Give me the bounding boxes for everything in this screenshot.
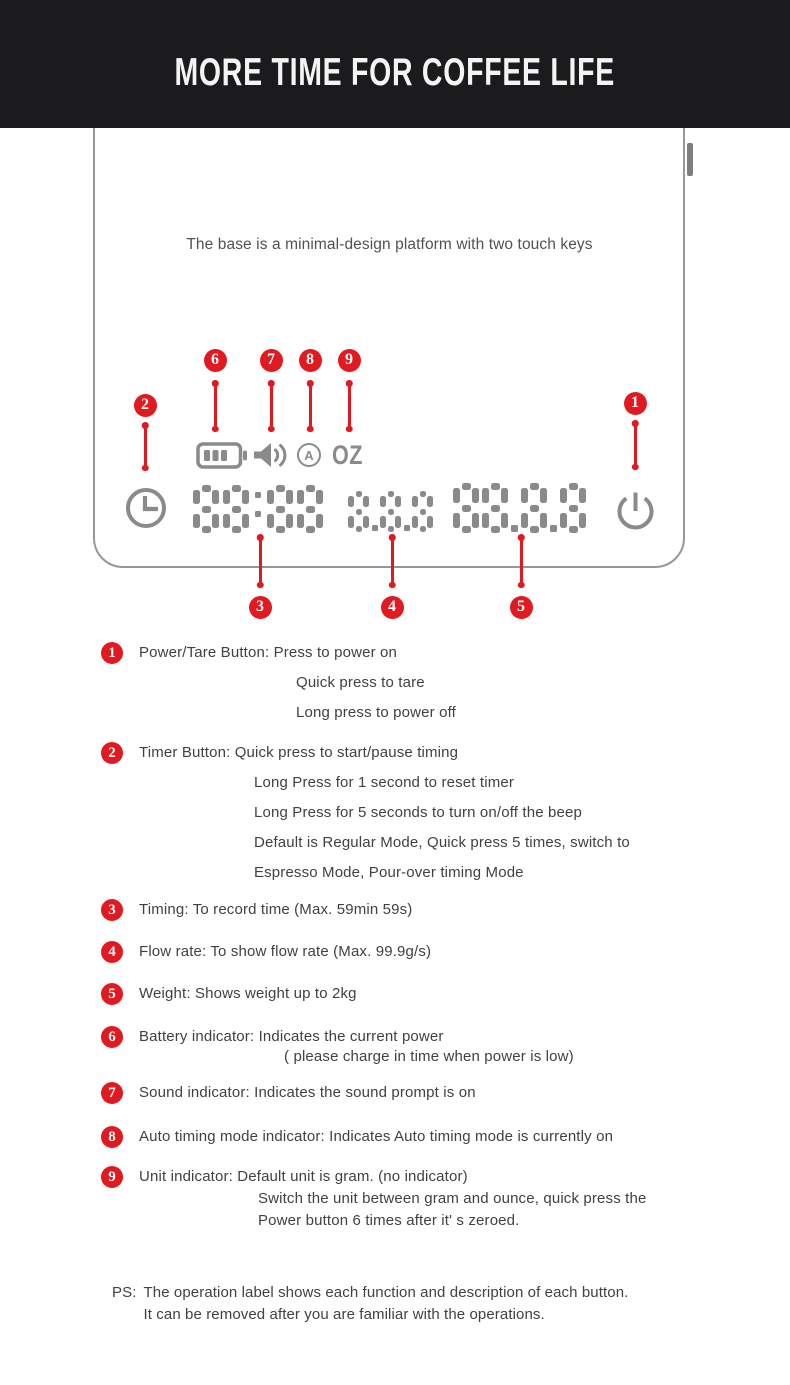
item-number-badge: 3 bbox=[101, 899, 123, 921]
connector-line-sound bbox=[270, 382, 273, 430]
auto-mode-letter: A bbox=[304, 447, 314, 463]
ps-text-line: It can be removed after you are familiar with the operations. bbox=[143, 1306, 545, 1323]
marker-flow: 4 bbox=[381, 596, 404, 619]
auto-mode-icon bbox=[297, 443, 321, 467]
item-number-badge: 1 bbox=[101, 642, 123, 664]
marker-weight: 5 bbox=[510, 596, 533, 619]
decimal-point bbox=[404, 491, 410, 532]
seven-segment-digit bbox=[453, 483, 479, 533]
ps-note-lines bbox=[143, 1282, 628, 1326]
item-lines bbox=[139, 1078, 476, 1108]
platform-caption: The base is a minimal-design platform with two touch keys bbox=[186, 236, 593, 253]
power-icon bbox=[615, 490, 656, 531]
item-lines bbox=[139, 1027, 574, 1067]
connector-line-flow bbox=[391, 536, 394, 586]
item-lines bbox=[139, 979, 357, 1009]
seven-segment-digit bbox=[482, 483, 508, 533]
description-item-2 bbox=[101, 738, 630, 888]
item-text-line: Power/Tare Button: Press to power on bbox=[139, 644, 398, 661]
item-lines bbox=[139, 895, 412, 925]
seven-segment-digit bbox=[380, 491, 401, 532]
item-text-line: Unit indicator: Default unit is gram. (no indicator) bbox=[139, 1168, 468, 1185]
seven-segment-digit bbox=[223, 485, 249, 533]
colon-separator bbox=[253, 485, 263, 533]
page-title: MORE TIME FOR COFFEE LIFE bbox=[174, 50, 616, 94]
item-text-line: Switch the unit between gram and ounce, quick press the bbox=[258, 1190, 647, 1207]
connector-line-unit bbox=[348, 382, 351, 430]
clock-icon bbox=[125, 487, 167, 529]
flowrate-display bbox=[348, 491, 433, 532]
seven-segment-digit bbox=[297, 485, 323, 533]
item-number-badge: 2 bbox=[101, 742, 123, 764]
ps-note bbox=[112, 1282, 628, 1326]
connector-line-weight bbox=[520, 536, 523, 586]
item-number-badge: 7 bbox=[101, 1082, 123, 1104]
ps-note-label: PS: bbox=[112, 1284, 137, 1301]
item-text-line: Long press to power off bbox=[296, 704, 456, 721]
item-number-badge: 5 bbox=[101, 983, 123, 1005]
weight-display bbox=[453, 483, 586, 533]
marker-battery: 6 bbox=[204, 349, 227, 372]
item-lines bbox=[139, 1166, 646, 1232]
header-band bbox=[0, 0, 790, 128]
item-text-line: ( please charge in time when power is low) bbox=[284, 1048, 574, 1065]
description-item-3 bbox=[101, 895, 412, 925]
item-text-line: Sound indicator: Indicates the sound prompt is on bbox=[139, 1084, 476, 1101]
description-item-9 bbox=[101, 1166, 646, 1232]
marker-timer: 2 bbox=[134, 394, 157, 417]
description-item-7 bbox=[101, 1078, 476, 1108]
connector-line-power_tare bbox=[634, 422, 637, 468]
item-lines bbox=[139, 738, 630, 888]
item-text-line: Power button 6 times after it' s zeroed. bbox=[258, 1212, 520, 1229]
seven-segment-digit bbox=[521, 483, 547, 533]
item-text-line: Flow rate: To show flow rate (Max. 99.9g/s) bbox=[139, 943, 432, 960]
item-text-line: Long Press for 5 seconds to turn on/off the beep bbox=[254, 804, 582, 821]
marker-sound: 7 bbox=[260, 349, 283, 372]
speaker-icon bbox=[252, 441, 290, 469]
description-item-5 bbox=[101, 979, 357, 1009]
item-lines bbox=[139, 937, 431, 967]
seven-segment-digit bbox=[348, 491, 369, 532]
seven-segment-digit bbox=[412, 491, 433, 532]
ps-text-line: The operation label shows each function and description of each button. bbox=[143, 1284, 629, 1301]
decimal-point bbox=[511, 483, 518, 533]
decimal-point bbox=[550, 483, 557, 533]
description-item-6 bbox=[101, 1027, 574, 1067]
seven-segment-digit bbox=[560, 483, 586, 533]
connector-line-timer bbox=[144, 424, 147, 469]
marker-unit: 9 bbox=[338, 349, 361, 372]
item-number-badge: 6 bbox=[101, 1026, 123, 1048]
marker-timing: 3 bbox=[249, 596, 272, 619]
timer-display bbox=[193, 485, 323, 533]
item-number-badge: 4 bbox=[101, 941, 123, 963]
marker-auto: 8 bbox=[299, 349, 322, 372]
connector-line-battery bbox=[214, 382, 217, 430]
item-text-line: Default is Regular Mode, Quick press 5 times, switch to bbox=[254, 834, 630, 851]
item-text-line: Auto timing mode indicator: Indicates Auto timing mode is currently on bbox=[139, 1128, 614, 1145]
item-text-line: Timer Button: Quick press to start/pause timing bbox=[139, 744, 459, 761]
unit-oz-label: OZ bbox=[332, 440, 363, 470]
description-item-8 bbox=[101, 1122, 613, 1152]
connector-line-timing bbox=[259, 536, 262, 586]
item-number-badge: 8 bbox=[101, 1126, 123, 1148]
item-lines bbox=[139, 1122, 613, 1152]
item-number-badge: 9 bbox=[101, 1166, 123, 1188]
battery-icon bbox=[196, 442, 247, 469]
item-text-line: Timing: To record time (Max. 59min 59s) bbox=[139, 901, 413, 918]
description-item-4 bbox=[101, 937, 431, 967]
decimal-point bbox=[372, 491, 378, 532]
item-text-line: Quick press to tare bbox=[296, 674, 425, 691]
item-text-line: Weight: Shows weight up to 2kg bbox=[139, 985, 357, 1002]
seven-segment-digit bbox=[267, 485, 293, 533]
seven-segment-digit bbox=[193, 485, 219, 533]
connector-line-auto bbox=[309, 382, 312, 430]
item-text-line: Long Press for 1 second to reset timer bbox=[254, 774, 514, 791]
item-text-line: Battery indicator: Indicates the current power bbox=[139, 1028, 444, 1045]
marker-power-tare: 1 bbox=[624, 392, 647, 415]
item-text-line: Espresso Mode, Pour-over timing Mode bbox=[254, 864, 524, 881]
